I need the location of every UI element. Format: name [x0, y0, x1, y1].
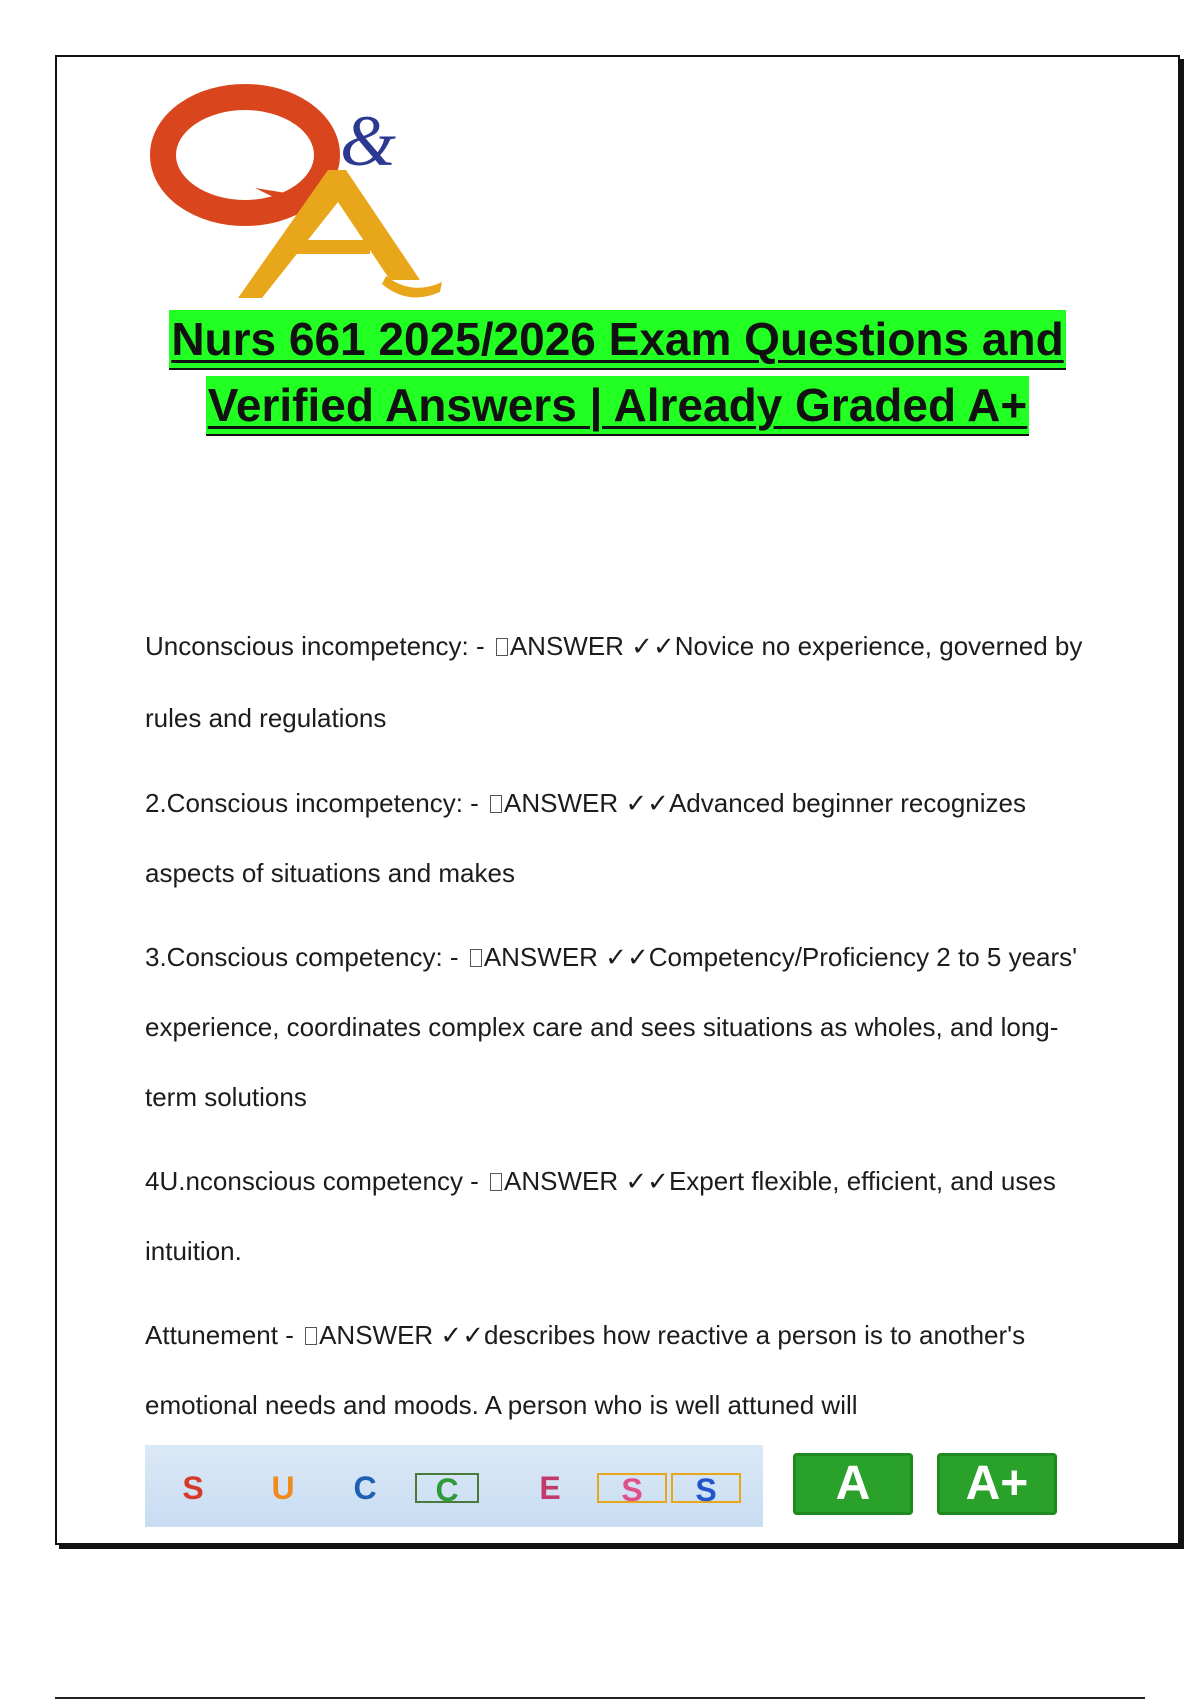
qa-item [145, 610, 1085, 754]
qa-item [145, 1300, 1085, 1440]
success-letter: S [182, 1470, 204, 1506]
success-letter: C [353, 1470, 377, 1506]
logo-ampersand: & [340, 101, 397, 181]
answer-label: ANSWER ✓✓ [504, 788, 669, 818]
question-text: 3.Conscious competency: - [145, 942, 466, 972]
success-letter: S [597, 1473, 667, 1503]
missing-glyph-icon [490, 1173, 502, 1191]
missing-glyph-icon [490, 795, 502, 813]
qa-item [145, 1146, 1085, 1286]
success-banner [145, 1445, 763, 1527]
logo-q-letter [163, 97, 330, 220]
question-text: 4U.nconscious competency - [145, 1166, 487, 1196]
document-title [0, 310, 1200, 442]
missing-glyph-icon [470, 949, 482, 967]
logo-a-letter [238, 170, 442, 298]
title-line-1: Nurs 661 2025/2026 Exam Questions and [169, 310, 1065, 370]
success-letter: S [671, 1473, 741, 1503]
success-letter: E [539, 1470, 561, 1506]
question-text: 2.Conscious incompetency: - [145, 788, 487, 818]
qa-logo [150, 70, 470, 310]
answer-text: describes how reactive a person is to another's emotional needs and moods. A person who is well attuned will [145, 1320, 1026, 1420]
footer-badges [145, 1445, 1075, 1530]
qa-list [145, 610, 1085, 1454]
success-letter: U [271, 1470, 295, 1506]
success-letter: C [415, 1473, 479, 1503]
answer-text: Expert flexible, efficient, and uses intuition. [145, 1166, 1056, 1266]
question-text: Attunement - [145, 1320, 302, 1350]
qa-item [145, 922, 1085, 1132]
grade-a-badge: A [793, 1453, 913, 1515]
grade-a-plus-badge: A+ [937, 1453, 1057, 1515]
answer-text: Novice no experience, governed by rules and regulations [145, 631, 1083, 733]
answer-text: Competency/Proficiency 2 to 5 years' experience, coordinates complex care and sees situations as wholes, and long-term solutions [145, 942, 1078, 1112]
qa-item [145, 768, 1085, 908]
question-text: Unconscious incompetency: - [145, 631, 492, 661]
bottom-divider [55, 1697, 1145, 1699]
answer-text: Advanced beginner recognizes aspects of situations and makes [145, 788, 1026, 888]
answer-label: ANSWER ✓✓ [319, 1320, 484, 1350]
answer-label: ANSWER ✓✓ [509, 631, 675, 661]
answer-label: ANSWER ✓✓ [504, 1166, 669, 1196]
missing-glyph-icon [496, 638, 508, 656]
answer-label: ANSWER ✓✓ [483, 942, 649, 972]
title-line-2: Verified Answers | Already Graded A+ [206, 376, 1029, 436]
missing-glyph-icon [305, 1327, 317, 1345]
